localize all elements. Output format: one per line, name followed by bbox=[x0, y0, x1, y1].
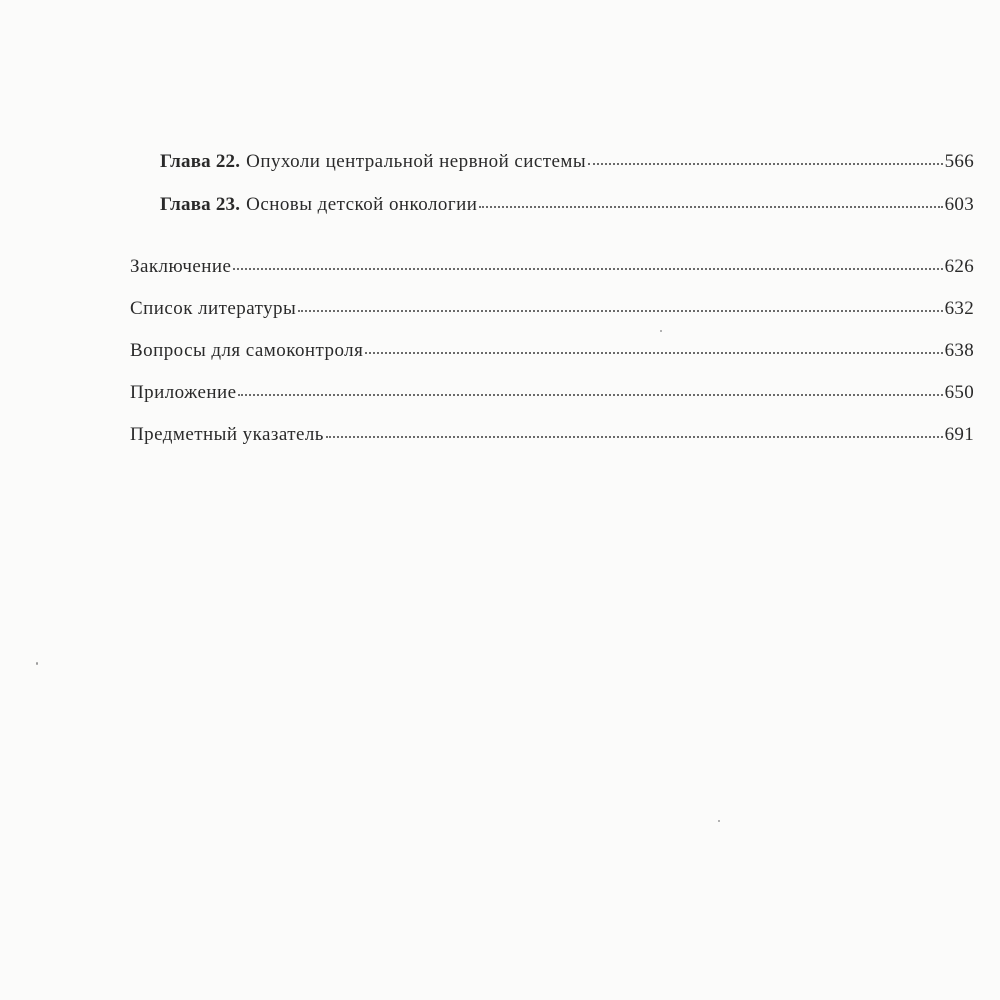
toc-entry-chapter-22[interactable] bbox=[160, 150, 974, 174]
entry-title: Вопросы для самоконтроля bbox=[130, 340, 364, 361]
page-number: 638 bbox=[944, 340, 974, 361]
page-number: 632 bbox=[944, 298, 974, 319]
page-number: 603 bbox=[944, 194, 974, 215]
paper-speck bbox=[660, 330, 662, 332]
entry-title: Заключение bbox=[130, 256, 232, 277]
dot-leader bbox=[588, 163, 943, 165]
page-number: 650 bbox=[944, 382, 974, 403]
chapter-label: Глава 22. bbox=[160, 151, 241, 172]
dot-leader bbox=[298, 310, 942, 312]
toc-entry-chapter-23[interactable] bbox=[160, 193, 974, 217]
toc-entry-conclusion[interactable] bbox=[130, 255, 974, 279]
chapter-label: Глава 23. bbox=[160, 194, 241, 215]
page-number: 626 bbox=[944, 256, 974, 277]
entry-title: Предметный указатель bbox=[130, 424, 324, 445]
entry-title: Основы детской онкологии bbox=[246, 194, 478, 215]
page-number: 691 bbox=[944, 424, 974, 445]
entry-title: Список литературы bbox=[130, 298, 297, 319]
entry-title: Опухоли центральной нервной системы bbox=[246, 151, 587, 172]
toc-entry-subject-index[interactable] bbox=[130, 423, 974, 447]
paper-speck bbox=[36, 662, 38, 665]
toc-entry-references[interactable] bbox=[130, 297, 974, 321]
dot-leader bbox=[233, 268, 942, 270]
dot-leader bbox=[365, 352, 942, 354]
dot-leader bbox=[479, 206, 942, 208]
entry-title: Приложение bbox=[130, 382, 237, 403]
dot-leader bbox=[326, 436, 943, 438]
dot-leader bbox=[238, 394, 942, 396]
paper-speck bbox=[718, 820, 720, 822]
toc-entry-self-check-questions[interactable] bbox=[130, 339, 974, 363]
page-number: 566 bbox=[944, 151, 974, 172]
toc-entry-appendix[interactable] bbox=[130, 381, 974, 405]
